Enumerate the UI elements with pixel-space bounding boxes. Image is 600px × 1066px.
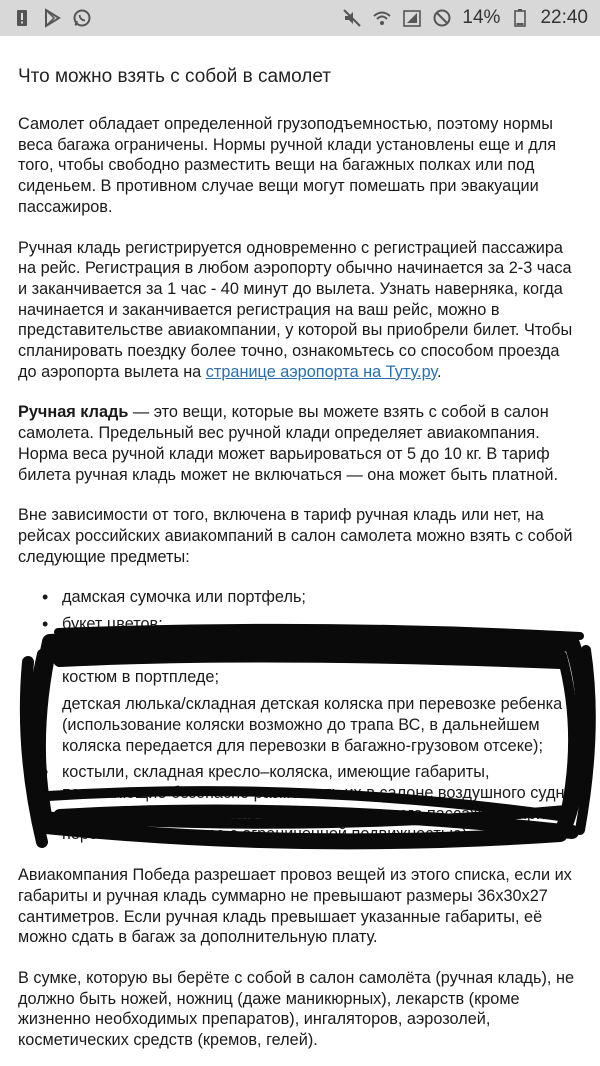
list-item: • детская люлька/складная детская коляска при перевозке ребенка (использование коляски возможно до трапа ВС, в дальнейшем коляска передается для перевозки в багажно-грузовом отсеке); (18, 694, 582, 756)
paragraph-hand-luggage (18, 402, 582, 485)
no-sim-icon (432, 8, 452, 28)
paragraph-allowed-items-intro: Вне зависимости от того, включена в тариф ручная кладь или нет, на рейсах российских авиакомпаний в салон самолета можно взять с собой следующие предметы: (18, 506, 573, 566)
clock: 22:40 (540, 7, 588, 28)
battery-icon (510, 8, 530, 28)
status-bar-left (12, 8, 92, 28)
article (0, 36, 600, 1051)
list-item: • букет цветов; (18, 614, 582, 635)
status-bar (0, 0, 600, 36)
play-store-icon (42, 8, 62, 28)
mute-icon (342, 8, 362, 28)
list-item: • костыли, складная кресло–коляска, имеющие габариты, позволяющие безопасно разместить их в салоне воздушного судна на полках или под сиденьем впереди сидящего пассажира (при перевозке пассажира с ограниченной подвижностью). (18, 762, 582, 845)
paragraph-registration-end: . (436, 362, 442, 381)
hand-luggage-term: Ручная кладь (18, 403, 129, 422)
allowed-items-list (18, 587, 582, 845)
status-bar-right (342, 7, 588, 29)
paragraph-registration (18, 238, 582, 383)
signal-icon (402, 8, 422, 28)
wifi-icon (372, 8, 392, 28)
airport-page-link[interactable]: странице аэропорта на Туту.ру (205, 362, 437, 381)
list-item: • костюм в портпледе; (18, 667, 582, 688)
whatsapp-icon (72, 8, 92, 28)
battery-percent: 14% (462, 7, 501, 28)
list-item: • верхняя одежда; (18, 641, 582, 662)
paragraph-intro: Самолет обладает определенной грузоподъемностью, поэтому нормы веса багажа ограничены. Нормы ручной клади установлены еще и для того, чтобы свободно разместить вещи на багажных полках или под сиденьем. В противном случае вещи могут помешать при эвакуации пассажиров. (18, 115, 557, 216)
list-item: • дамская сумочка или портфель; (18, 587, 582, 608)
paragraph-registration-text: Ручная кладь регистрируется одновременно с регистрацией пассажира на рейс. Регистрация в любом аэропорту обычно начинается за 2-3 часа и заканчивается за 1 час - 40 минут до вылета. Узнать наверняка, когда начинается и заканчивается регистрация на ваш рейс, можно в представительстве авиакомпании, у которой вы приобрели билет. Чтобы спланировать поездку более точно, ознакомьтесь со способом проезда до аэропорта вылета на (18, 238, 573, 381)
page-title: Что можно взять с собой в самолет (18, 66, 331, 87)
paragraph-pobeda: Авиакомпания Победа разрешает провоз вещей из этого списка, если их габариты и ручная кладь суммарно не превышают размеры 36х30х27 сантиметров. Если ручная кладь превышает указанные габариты, её можно сдать в багаж за дополнительную плату. (18, 866, 572, 947)
hand-luggage-definition: — это вещи, которые вы можете взять с собой в салон самолета. Предельный вес ручной клади определяет авиакомпания. Норма веса ручной клади может варьироваться от 5 до 10 кг. В тариф билета ручная кладь может не включаться — она может быть платной. (18, 403, 558, 484)
alert-icon (12, 8, 32, 28)
paragraph-forbidden-items: В сумке, которую вы берёте с собой в салон самолёта (ручная кладь), не должно быть ножей, ножниц (даже маникюрных), лекарств (кроме жизненно необходимых препаратов), ингаляторов, аэрозолей, косметических средств (кремов, гелей). (18, 968, 575, 1050)
